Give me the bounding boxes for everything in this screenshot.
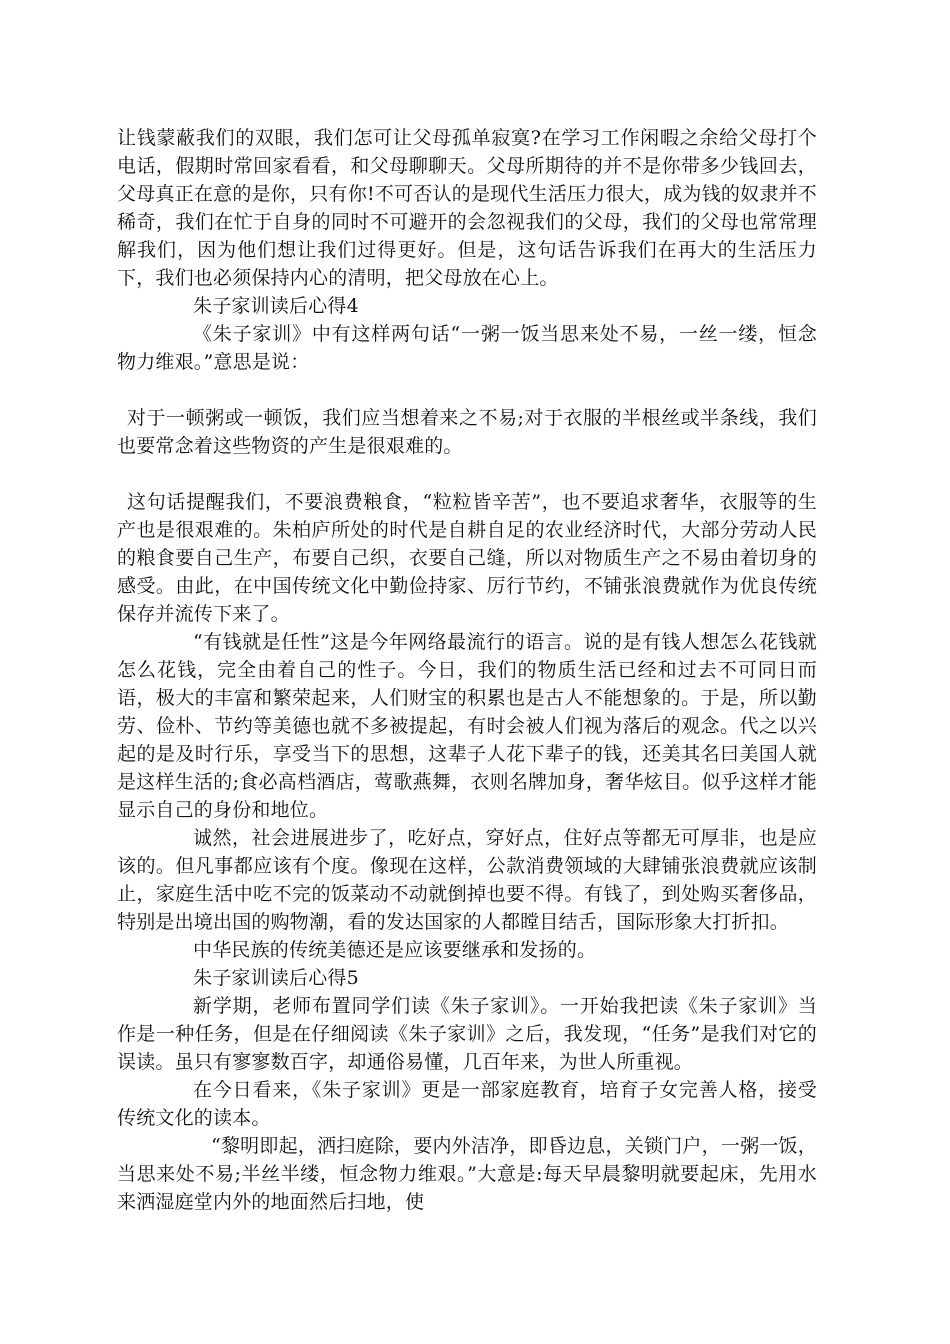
paragraph-money-wilful: “有钱就是任性”这是今年网络最流行的语言。说的是有钱人想怎么花钱就怎么花钱，完全由着自己的性子。今日，我们的物质生活已经和过去不可同日而语，极大的丰富和繁荣起来，人们财宝的积累也是古人不能想象的。于是，所以勤劳、俭朴、节约等美德也就不多被提起，有时会被人们视为落后的观念。代之以兴起的是及时行乐，享受当下的思想，这辈子人花下辈子的钱，还美其名曰美国人就是这样生活的;食必高档酒店，莺歌燕舞，衣则名牌加身，奢华炫目。似乎这样才能显示自己的身份和地位。 — [117, 631, 817, 821]
paragraph-new-semester: 新学期，老师布置同学们读《朱子家训》。一开始我把读《朱子家训》当作是一种任务，但是在仔细阅读《朱子家训》之后，我发现，“任务”是我们对它的误读。虽只有寥寥数百字，却通俗易懂，几百年来，为世人所重视。 — [117, 995, 817, 1073]
paragraph-quote-meaning: 对于一顿粥或一顿饭，我们应当想着来之不易;对于衣服的半根丝或半条线，我们也要常念着这些物资的产生是很艰难的。 — [117, 407, 817, 457]
paragraph-dawn-quote: “黎明即起，洒扫庭除，要内外洁净，即昏边息，关锁门户，一粥一饭，当思来处不易;半丝半缕，恒念物力维艰。”大意是:每天早晨黎明就要起床，先用水来洒湿庭堂内外的地面然后扫地，使 — [117, 1135, 817, 1213]
section-heading-5: 朱子家训读后心得5 — [193, 967, 359, 989]
paragraph-reminder: 这句话提醒我们，不要浪费粮食，“粒粒皆辛苦”，也不要追求奢华，衣服等的生产也是很艰难的。朱柏庐所处的时代是自耕自足的农业经济时代，大部分劳动人民的粮食要自己生产，布要自己织，衣要自己缝，所以对物质生产之不易由着切身的感受。由此，在中国传统文化中勤俭持家、厉行节约，不铺张浪费就作为优良传统保存并流传下来了。 — [117, 491, 817, 625]
paragraph-tradition: 中华民族的传统美德还是应该要继承和发扬的。 — [193, 939, 597, 961]
paragraph-quote-intro: 《朱子家训》中有这样两句话“一粥一饭当思来处不易，一丝一缕，恒念物力维艰。”意思是说： — [117, 323, 817, 373]
paragraph-moderation: 诚然，社会进展进步了，吃好点，穿好点，住好点等都无可厚非，也是应该的。但凡事都应该有个度。像现在这样，公款消费领域的大肆铺张浪费就应该制止，家庭生活中吃不完的饭菜动不动就倒掉也要不得。有钱了，到处购买奢侈品，特别是出境出国的购物潮，看的发达国家的人都瞠目结舌，国际形象大打折扣。 — [117, 827, 817, 933]
paragraph-filial-duty: 让钱蒙蔽我们的双眼，我们怎可让父母孤单寂寞?在学习工作闲暇之余给父母打个电话，假期时常回家看看，和父母聊聊天。父母所期待的并不是你带多少钱回去，父母真正在意的是你，只有你!不可否认的是现代生活压力很大，成为钱的奴隶并不稀奇，我们在忙于自身的同时不可避开的会忽视我们的父母，我们的父母也常常理解我们，因为他们想让我们过得更好。但是，这句话告诉我们在再大的生活压力下，我们也必须保持内心的清明，把父母放在心上。 — [117, 127, 817, 289]
section-heading-4: 朱子家训读后心得4 — [193, 295, 359, 317]
document-body — [117, 124, 817, 1216]
paragraph-family-education: 在今日看来，《朱子家训》更是一部家庭教育，培育子女完善人格，接受传统文化的读本。 — [117, 1079, 817, 1129]
